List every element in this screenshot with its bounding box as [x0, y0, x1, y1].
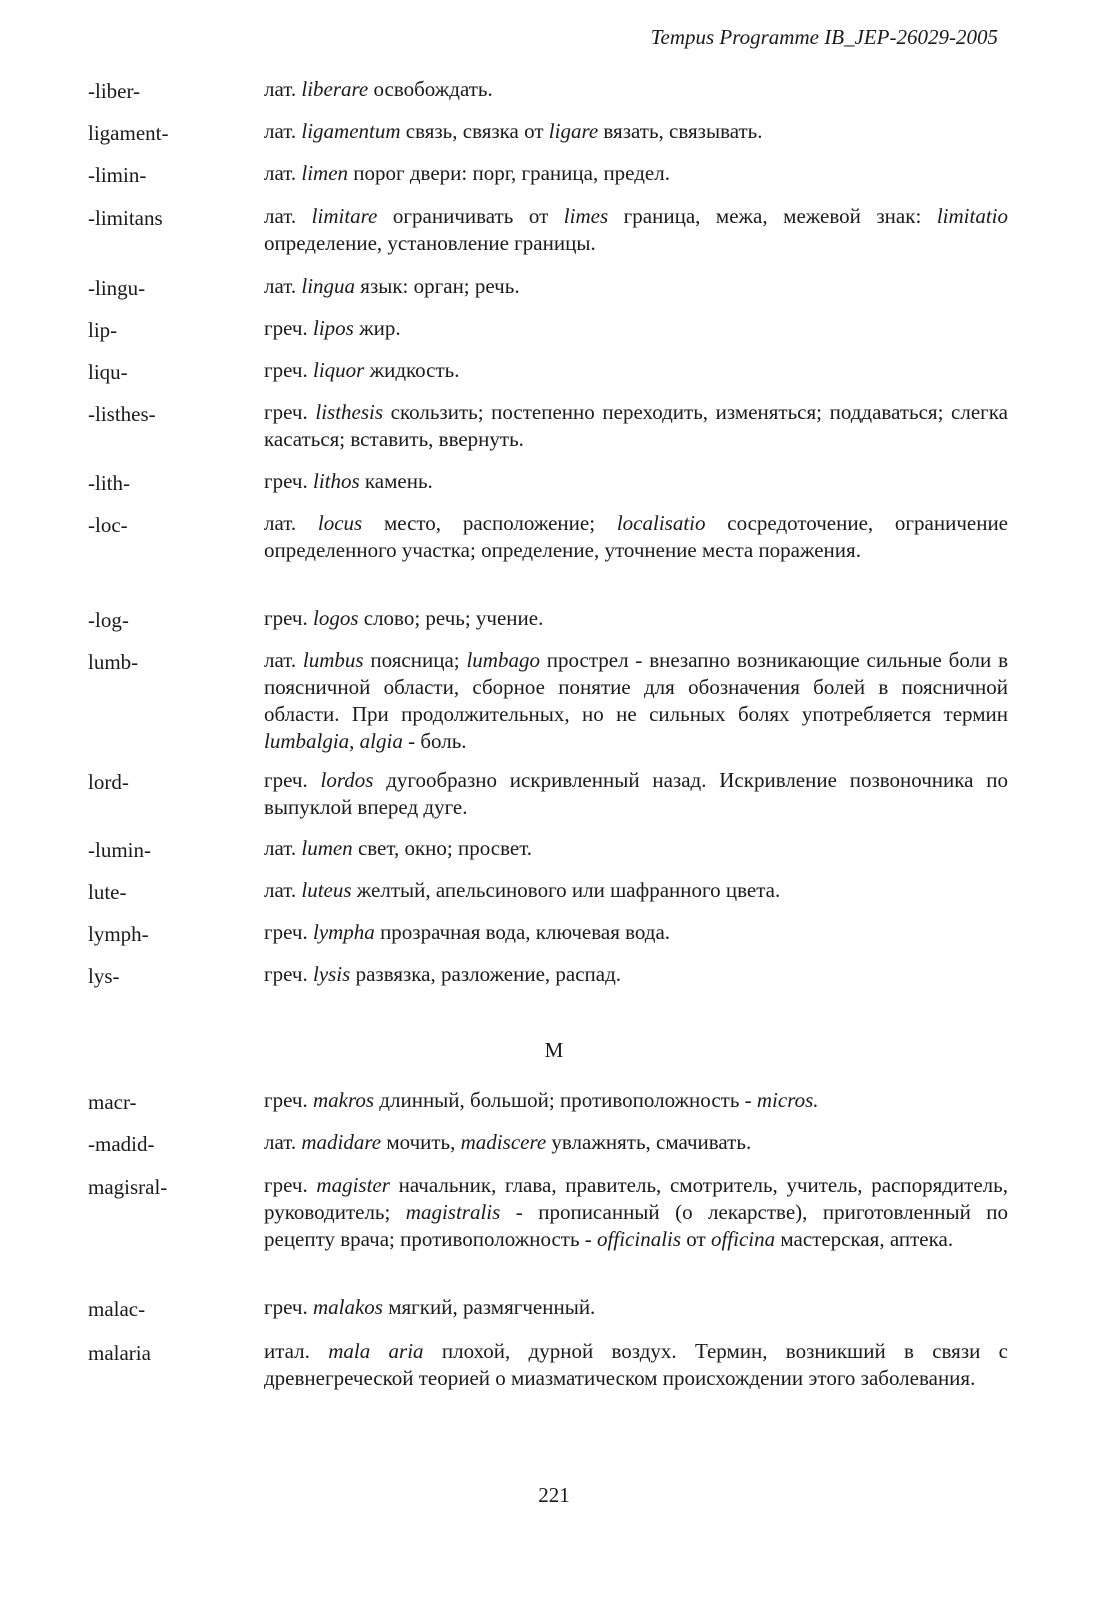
- glossary-entry: [88, 273, 1008, 300]
- entry-definition: лат. limen порог двери: порг, граница, предел.: [264, 161, 670, 185]
- entry-definition: лат. locus место, расположение; localisatio сосредоточение, ограничение определенного участка; определение, уточнение места поражения.: [264, 511, 1009, 562]
- entry-definition: греч. magister начальник, глава, правитель, смотритель, учитель, распорядитель, руководитель; magistralis - прописанный (о лекарстве), приготовленный по рецепту врача; противоположность - officinalis от officina мастерская, аптека.: [264, 1173, 1008, 1251]
- entry-definition: греч. logos слово; речь; учение.: [264, 606, 544, 630]
- glossary-entry: [88, 468, 1008, 495]
- entry-term: -limitans: [88, 206, 163, 230]
- glossary-entry: [88, 76, 1008, 103]
- glossary-entry: [88, 961, 1008, 988]
- entry-definition: лат. madidare мочить, madiscere увлажнять, смачивать.: [264, 1130, 752, 1154]
- glossary-entry: [88, 510, 1008, 564]
- glossary-entry: [88, 1129, 1008, 1156]
- entry-definition: лат. lumen свет, окно; просвет.: [264, 836, 533, 860]
- entry-term: -listhes-: [88, 402, 156, 426]
- glossary-entry: [88, 919, 1008, 946]
- entry-term: lymph-: [88, 922, 149, 946]
- entry-term: lys-: [88, 964, 120, 988]
- glossary-entry: [88, 1294, 1008, 1321]
- entry-definition: лат. luteus желтый, апельсинового или шафранного цвета.: [264, 878, 781, 902]
- entry-definition: греч. liquor жидкость.: [264, 358, 460, 382]
- entry-term: -limin-: [88, 163, 147, 187]
- entry-definition: греч. lipos жир.: [264, 316, 401, 340]
- glossary-entry: [88, 605, 1008, 632]
- entry-definition: лат. lingua язык: орган; речь.: [264, 274, 520, 298]
- glossary-entry: [88, 315, 1008, 342]
- glossary-entry: [88, 647, 1008, 755]
- glossary-entry: [88, 1087, 1008, 1114]
- entry-definition: лат. limitare ограничивать от limes граница, межа, межевой знак: limitatio определение, установление границы.: [264, 204, 1009, 255]
- entry-definition: лат. liberare освобождать.: [264, 77, 493, 101]
- glossary-entry: [88, 1172, 1008, 1253]
- glossary-entry: [88, 357, 1008, 384]
- entry-definition: греч. malakos мягкий, размягченный.: [264, 1295, 596, 1319]
- entry-definition: греч. makros длинный, большой; противоположность - micros.: [264, 1088, 819, 1112]
- entry-definition: лат. lumbus поясница; lumbago прострел - внезапно возникающие сильные боли в поясничной области, сборное понятие для обозначения болей в поясничной области. При продолжительных, но не сильных болях употребляется термин lumbalgia, algia - боль.: [264, 648, 1008, 753]
- entry-term: -madid-: [88, 1132, 155, 1156]
- entry-term: lute-: [88, 880, 127, 904]
- entry-definition: греч. lithos камень.: [264, 469, 433, 493]
- glossary-entry: [88, 1338, 1008, 1392]
- page-number: 221: [538, 1483, 570, 1507]
- entry-term: lip-: [88, 318, 118, 342]
- glossary-entry: [88, 399, 1008, 453]
- glossary-entry: [88, 203, 1008, 257]
- glossary-entry: [88, 877, 1008, 904]
- entry-definition: лат. ligamentum связь, связка от ligare вязать, связывать.: [264, 119, 763, 143]
- entry-term: magisral-: [88, 1175, 168, 1199]
- entry-term: liqu-: [88, 360, 128, 384]
- entry-term: macr-: [88, 1090, 137, 1114]
- glossary-entry: [88, 118, 1008, 145]
- entry-term: -lumin-: [88, 838, 151, 862]
- entry-term: ligament-: [88, 121, 169, 145]
- glossary-entry: [88, 160, 1008, 187]
- entry-term: lord-: [88, 770, 129, 794]
- entry-term: -lingu-: [88, 276, 146, 300]
- entry-term: lumb-: [88, 650, 139, 674]
- entry-term: -loc-: [88, 513, 128, 537]
- entry-definition: греч. lympha прозрачная вода, ключевая вода.: [264, 920, 671, 944]
- entry-term: malaria: [88, 1341, 151, 1365]
- entry-term: -log-: [88, 608, 129, 632]
- entry-definition: греч. lysis развязка, разложение, распад.: [264, 962, 622, 986]
- entry-definition: итал. mala aria плохой, дурной воздух. Термин, возникший в связи с древнегреческой теорией о миазматическом происхождении этого заболевания.: [264, 1339, 1008, 1390]
- section-letter-heading: M: [544, 1038, 564, 1062]
- entry-definition: греч. listhesis скользить; постепенно переходить, изменяться; поддаваться; слегка касаться; вставить, ввернуть.: [264, 400, 1008, 451]
- entry-term: -liber-: [88, 79, 141, 103]
- page-header-title: Tempus Programme IB_JEP-26029-2005: [650, 25, 998, 49]
- glossary-entry: [88, 767, 1008, 821]
- entry-term: -lith-: [88, 471, 130, 495]
- entry-term: malac-: [88, 1297, 146, 1321]
- glossary-entry: [88, 835, 1008, 862]
- entry-definition: греч. lordos дугообразно искривленный назад. Искривление позвоночника по выпуклой вперед дуге.: [264, 768, 1008, 819]
